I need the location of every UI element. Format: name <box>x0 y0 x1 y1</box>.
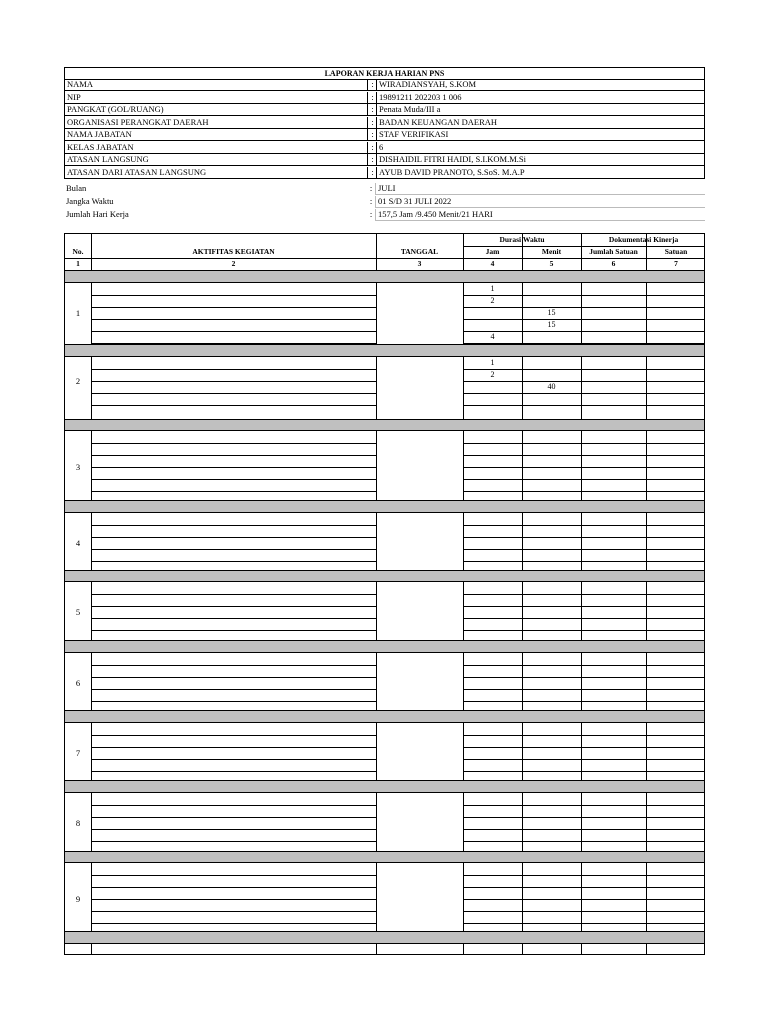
row-line <box>463 875 705 876</box>
row-line <box>463 606 705 607</box>
column-number: 3 <box>417 259 422 268</box>
th-tanggal: TANGGAL <box>400 247 439 256</box>
row-line <box>91 537 376 538</box>
menit-value: 40 <box>547 382 556 391</box>
jam-value: 2 <box>490 370 495 379</box>
th-durasi: Durasi Waktu <box>499 235 545 244</box>
identity-row <box>65 154 704 166</box>
row-line <box>463 319 705 320</box>
row-line <box>463 594 705 595</box>
row-line <box>91 630 376 631</box>
identity-value: AYUB DAVID PRANOTO, S.SoS. M.A.P <box>376 167 525 179</box>
identity-row <box>65 92 704 104</box>
group-number: 8 <box>75 818 81 828</box>
row-line <box>91 805 376 806</box>
identity-row <box>65 142 704 154</box>
identity-row <box>65 79 704 91</box>
column-number: 7 <box>674 259 678 268</box>
period-value: 157,5 Jam /9.450 Menit/21 HARI <box>375 209 705 221</box>
row-line <box>463 759 705 760</box>
row-line <box>463 618 705 619</box>
colon: : <box>367 104 377 115</box>
row-line <box>91 735 376 736</box>
row-line <box>91 393 376 394</box>
jam-value: 1 <box>490 358 495 367</box>
row-line <box>463 805 705 806</box>
row-line <box>91 665 376 666</box>
row-line <box>91 594 376 595</box>
group-separator <box>65 270 704 283</box>
row-line <box>463 549 705 550</box>
row-line <box>463 393 705 394</box>
colon: : <box>367 142 377 153</box>
group-number: 6 <box>75 678 81 688</box>
column-number: 4 <box>490 259 495 268</box>
th-aktifitas: AKTIFITAS KEGIATAN <box>192 247 275 256</box>
th-jumlah-satuan: Jumlah Satuan <box>589 247 638 256</box>
identity-label: NAMA <box>67 79 93 89</box>
row-line <box>91 747 376 748</box>
row-line <box>463 307 705 308</box>
period-row <box>64 183 705 195</box>
row-line <box>91 875 376 876</box>
row-line <box>91 701 376 702</box>
identity-table <box>64 67 705 179</box>
row-line <box>463 747 705 748</box>
group-number: 3 <box>75 462 81 472</box>
colon: : <box>369 209 373 219</box>
row-line <box>463 829 705 830</box>
identity-row <box>65 104 704 116</box>
period-value: JULI <box>375 183 705 195</box>
row-line <box>91 525 376 526</box>
group-separator <box>65 640 704 653</box>
row-line <box>463 701 705 702</box>
identity-label: ATASAN LANGSUNG <box>67 154 149 164</box>
row-line <box>463 467 705 468</box>
colon: : <box>367 129 377 140</box>
menit-value: 15 <box>547 308 556 317</box>
identity-value: WIRADIANSYAH, S.KOM <box>376 79 476 90</box>
colon: : <box>369 183 373 193</box>
row-line <box>463 923 705 924</box>
group-separator <box>65 931 704 944</box>
row-line <box>91 295 376 296</box>
identity-value: BADAN KEUANGAN DAERAH <box>376 117 497 128</box>
row-line <box>463 841 705 842</box>
group-separator <box>65 344 704 357</box>
jam-value: 2 <box>490 296 495 305</box>
identity-value: 6 <box>376 142 383 153</box>
colon: : <box>367 154 377 165</box>
row-line <box>91 307 376 308</box>
period-label: Jumlah Hari Kerja <box>66 209 129 219</box>
group-number: 4 <box>75 538 81 548</box>
period-row <box>64 196 705 208</box>
th-satuan: Satuan <box>664 247 688 256</box>
row-line <box>463 405 705 406</box>
colon: : <box>367 92 377 103</box>
menit-value: 15 <box>547 320 556 329</box>
identity-row <box>65 129 704 141</box>
row-line <box>463 665 705 666</box>
jam-value: 4 <box>490 332 495 341</box>
identity-label: NAMA JABATAN <box>67 129 132 139</box>
th-dokumentasi: Dokumentasi Kinerja <box>608 235 679 244</box>
identity-label: KELAS JABATAN <box>67 141 134 152</box>
th-jam: Jam <box>485 247 500 256</box>
row-line <box>463 491 705 492</box>
row-line <box>463 899 705 900</box>
row-line <box>463 771 705 772</box>
row-line <box>91 911 376 912</box>
th-no: No. <box>72 247 84 256</box>
column-number: 1 <box>76 259 80 268</box>
group-separator <box>65 419 704 431</box>
identity-value: STAF VERIFIKASI <box>376 129 448 140</box>
group-separator <box>65 710 704 723</box>
group-number: 2 <box>75 376 81 386</box>
colon: : <box>367 117 377 128</box>
group-number: 1 <box>75 308 81 318</box>
colon: : <box>367 167 377 179</box>
row-line <box>91 443 376 444</box>
row-line <box>91 369 376 370</box>
period-label: Jangka Waktu <box>66 196 114 206</box>
jam-value: 1 <box>490 284 495 293</box>
period-label: Bulan <box>66 183 87 193</box>
column-number: 5 <box>549 259 554 268</box>
activity-table <box>64 233 705 955</box>
group-separator <box>65 570 704 582</box>
row-line <box>463 689 705 690</box>
identity-label: NIP <box>67 91 81 102</box>
period-value: 01 S/D 31 JULI 2022 <box>375 196 705 208</box>
row-line <box>91 923 376 924</box>
row-line <box>91 771 376 772</box>
row-line <box>91 887 376 888</box>
row-line <box>463 525 705 526</box>
row-line <box>463 455 705 456</box>
row-line <box>463 887 705 888</box>
identity-value: 19891211 202203 1 006 <box>376 92 462 103</box>
row-line <box>91 618 376 619</box>
row-line <box>463 381 705 382</box>
row-line <box>463 735 705 736</box>
row-line <box>91 829 376 830</box>
row-line <box>91 606 376 607</box>
row-line <box>91 331 376 332</box>
row-line <box>463 677 705 678</box>
th-menit: Menit <box>541 247 562 256</box>
identity-label: ATASAN DARI ATASAN LANGSUNG <box>67 166 207 177</box>
column-number: 2 <box>231 259 236 268</box>
group-separator <box>65 500 704 513</box>
identity-row <box>65 167 704 179</box>
colon: : <box>367 79 377 90</box>
row-line <box>91 549 376 550</box>
row-line <box>91 689 376 690</box>
row-line <box>463 817 705 818</box>
row-line <box>91 467 376 468</box>
period-row <box>64 209 705 221</box>
row-line <box>91 405 376 406</box>
row-line <box>91 455 376 456</box>
group-number: 5 <box>75 607 81 617</box>
row-line <box>91 561 376 562</box>
row-line <box>91 381 376 382</box>
row-line <box>463 537 705 538</box>
group-number: 9 <box>75 894 81 904</box>
row-line <box>91 491 376 492</box>
identity-value: DISHAIDIL FITRI HAIDI, S.I.KOM.M.Si <box>376 154 526 165</box>
group-separator <box>65 780 704 793</box>
row-line <box>463 911 705 912</box>
identity-label: PANGKAT (GOL/RUANG) <box>67 104 164 114</box>
col-divider <box>376 234 377 954</box>
row-line <box>91 899 376 900</box>
row-line <box>463 561 705 562</box>
colon: : <box>369 196 373 206</box>
identity-label: ORGANISASI PERANGKAT DAERAH <box>67 116 209 127</box>
identity-row <box>65 117 704 129</box>
row-line <box>463 479 705 480</box>
row-line <box>91 759 376 760</box>
row-line <box>91 677 376 678</box>
row-line <box>91 479 376 480</box>
row-line <box>91 841 376 842</box>
group-number: 7 <box>75 748 81 758</box>
column-number: 6 <box>611 259 616 268</box>
row-line <box>91 817 376 818</box>
row-line <box>463 443 705 444</box>
identity-value: Penata Muda/III a <box>376 104 440 115</box>
row-line <box>91 319 376 320</box>
group-separator <box>65 851 704 863</box>
report-title: LAPORAN KERJA HARIAN PNS <box>65 68 704 80</box>
row-line <box>463 630 705 631</box>
